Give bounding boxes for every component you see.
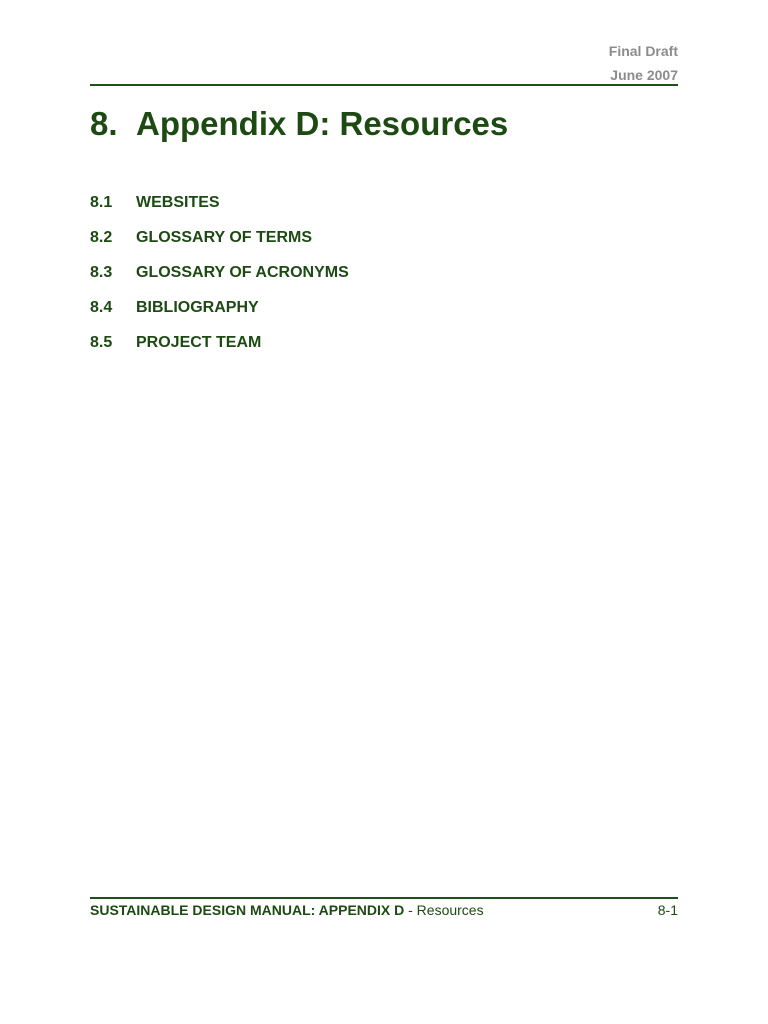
section-number: 8.3 (90, 264, 113, 281)
page-footer (90, 902, 678, 920)
section-item-websites (90, 194, 678, 229)
header-date: June 2007 (610, 67, 678, 83)
section-number: 8.4 (90, 299, 113, 316)
section-number: 8.1 (90, 194, 113, 211)
section-item-project-team (90, 334, 678, 369)
footer-manual-title: SUSTAINABLE DESIGN MANUAL: APPENDIX D (90, 902, 405, 918)
section-label: GLOSSARY OF ACRONYMS (136, 264, 349, 281)
header-divider (90, 84, 678, 86)
section-item-glossary-of-terms (90, 229, 678, 264)
section-label: BIBLIOGRAPHY (136, 299, 259, 316)
footer-divider (90, 897, 678, 899)
section-number: 8.2 (90, 229, 113, 246)
section-item-bibliography (90, 299, 678, 334)
chapter-title-text: Appendix D: Resources (136, 105, 509, 142)
footer-section-name: - Resources (404, 902, 484, 918)
page-number: 8-1 (657, 902, 678, 918)
header-status: Final Draft (608, 43, 678, 59)
section-label: PROJECT TEAM (136, 334, 262, 351)
section-item-glossary-of-acronyms (90, 264, 678, 299)
chapter-title (90, 105, 508, 143)
section-number: 8.5 (90, 334, 113, 351)
section-label: GLOSSARY OF TERMS (136, 229, 313, 246)
chapter-number: 8. (90, 105, 118, 142)
section-list (90, 194, 678, 369)
section-label: WEBSITES (136, 194, 220, 211)
